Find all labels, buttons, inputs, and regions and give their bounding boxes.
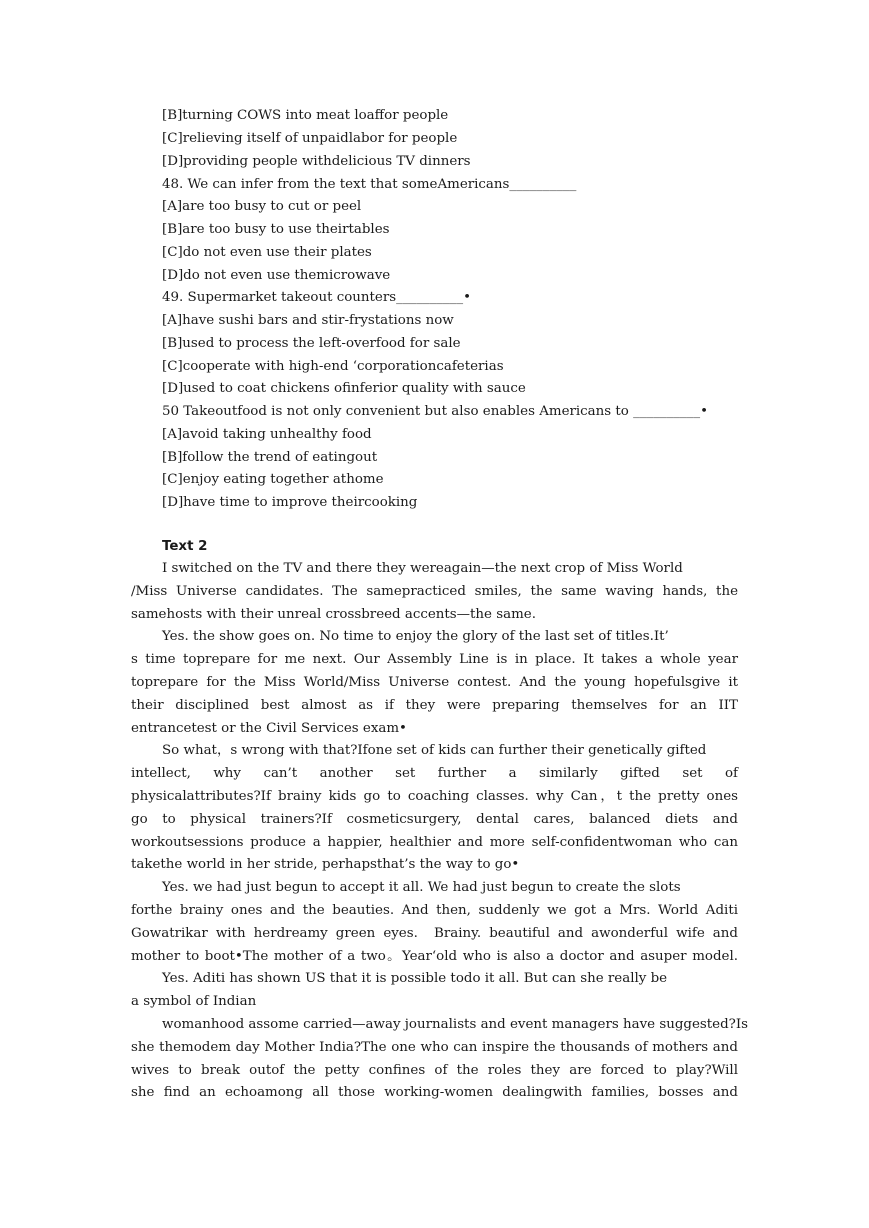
option-line: [C]enjoy eating together athome: [162, 472, 384, 487]
passage-line: forthe brainy ones and the beauties. And then, suddenly we got a Mrs. World Aditi: [131, 903, 738, 918]
option-line: [D]providing people withdelicious TV dinners: [162, 154, 471, 169]
passage-line: their disciplined best almost as if they were preparing themselves for an IIT: [131, 698, 738, 713]
option-line: [D]do not even use themicrowave: [162, 268, 391, 283]
option-line: [B]turning COWS into meat loaffor people: [162, 108, 449, 123]
option-line: [A]avoid taking unhealthy food: [162, 427, 372, 442]
passage-line: toprepare for the Miss World/Miss Universe contest. And the young hopefulsgive it: [131, 675, 738, 690]
passage-line: s time toprepare for me next. Our Assembly Line is in place. It takes a whole year: [131, 652, 738, 667]
option-line: [A]have sushi bars and stir-frystations now: [162, 313, 454, 328]
passage-line: womanhood assome carried—away journalists and event managers have suggested?Is: [162, 1017, 749, 1032]
section-title: Text 2: [162, 539, 208, 554]
passage-line: takethe world in her stride, perhapsthat’s the way to go•: [131, 857, 520, 872]
passage-line: entrancetest or the Civil Services exam•: [131, 721, 407, 736]
passage-line: Gowatrikar with herdreamy green eyes. Brainy. beautiful and awonderful wife and: [131, 926, 738, 941]
passage-line: Yes. the show goes on. No time to enjoy the glory of the last set of titles.It’: [162, 629, 669, 644]
question-50: 50 Takeoutfood is not only convenient but also enables Americans to __________•: [162, 404, 708, 419]
option-line: [B]follow the trend of eatingout: [162, 450, 378, 465]
passage-line: mother to boot•The mother of a two。Year‘old who is also a doctor and asuper model.: [131, 949, 738, 964]
option-line: [D]have time to improve theircooking: [162, 495, 418, 510]
passage-line: /Miss Universe candidates. The samepracticed smiles, the same waving hands, the: [131, 584, 738, 599]
passage-line: So what，s wrong with that?Ifone set of kids can further their genetically gifted: [162, 743, 707, 758]
question-49: 49. Supermarket takeout counters__________•: [162, 290, 471, 305]
passage-line: Yes. we had just begun to accept it all. We had just begun to create the slots: [162, 880, 681, 895]
option-line: [C]relieving itself of unpaidlabor for people: [162, 131, 458, 146]
passage-line: Yes. Aditi has shown US that it is possible todo it all. But can she really be: [162, 971, 668, 986]
option-line: [B]used to process the left-overfood for sale: [162, 336, 461, 351]
passage-line: samehosts with their unreal crossbreed accents—the same.: [131, 607, 536, 622]
passage-line: wives to break outof the petty confines of the roles they are forced to play?Will: [131, 1063, 738, 1078]
option-line: [C]do not even use their plates: [162, 245, 372, 260]
passage-line: a symbol of Indian: [131, 994, 257, 1009]
option-line: [C]cooperate with high-end ‘corporationcafeterias: [162, 359, 504, 374]
passage-line: workoutsessions produce a happier, healthier and more self-confidentwoman who can: [131, 835, 738, 850]
passage-line: physicalattributes?If brainy kids go to coaching classes. why Can，t the pretty ones: [131, 789, 738, 804]
question-48: 48. We can infer from the text that someAmericans__________: [162, 177, 577, 192]
passage-line: go to physical trainers?If cosmeticsurgery, dental cares, balanced diets and: [131, 812, 738, 827]
option-line: [D]used to coat chickens ofinferior quality with sauce: [162, 381, 526, 396]
passage-line: I switched on the TV and there they wereagain—the next crop of Miss World: [162, 561, 683, 576]
option-line: [B]are too busy to use theirtables: [162, 222, 390, 237]
option-line: [A]are too busy to cut or peel: [162, 199, 362, 214]
passage-line: intellect, why can’t another set further a similarly gifted set of: [131, 766, 738, 781]
passage-line: she find an echoamong all those working-women dealingwith families, bosses and: [131, 1085, 738, 1100]
passage-line: she themodem day Mother India?The one who can inspire the thousands of mothers and: [131, 1040, 738, 1055]
